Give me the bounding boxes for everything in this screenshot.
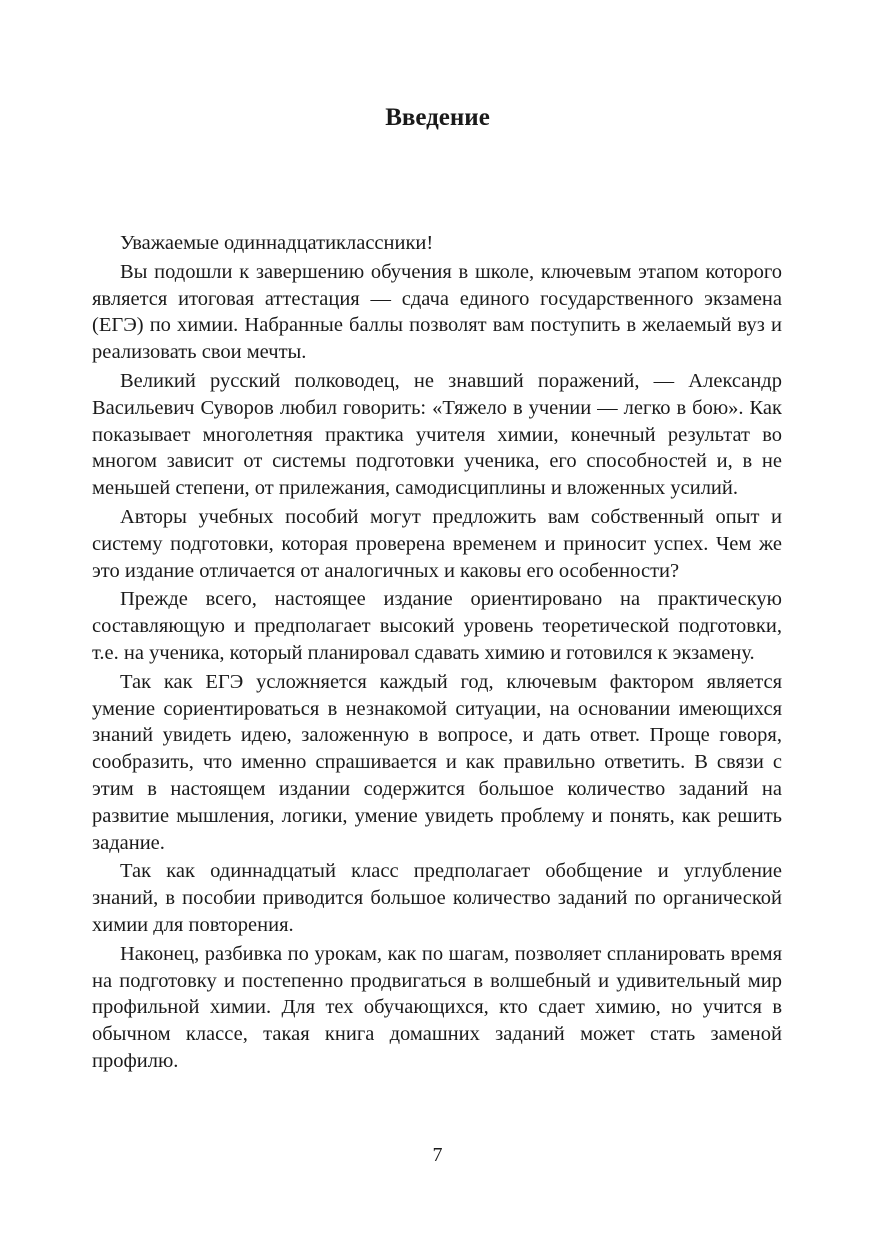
paragraph-greeting: Уважаемые одиннадцатиклассники!	[120, 232, 434, 254]
paragraph-suvorov-quote: Великий русский полководец, не знавший поражений, — Александр Васильевич Суворов любил говорить: «Тяжело в учении — легко в бою». Как показывает многолетняя практика учителя химии, конечный результат во многом зависит от системы подготовки ученика, его способностей и, в не меньшей степени, от прилежания, самодисциплины и вложенных усилий.	[92, 369, 782, 500]
page-title: Введение	[385, 104, 490, 131]
paragraph-practical-focus: Прежде всего, настоящее издание ориентировано на практическую составляющую и предполагает высокий уровень теоретической подготовки, т.е. на ученика, который планировал сдавать химию и готовился к экзамену.	[92, 588, 782, 664]
paragraph-lesson-plan: Наконец, разбивка по урокам, как по шагам, позволяет спланировать время на подготовку и постепенно продвигаться в волшебный и удивительный мир профильной химии. Для тех обучающихся, кто сдает химию, но учится в обычном классе, такая книга домашних заданий может стать заменой профилю.	[92, 942, 782, 1072]
page-number: 7	[432, 1144, 443, 1166]
paragraph-organic-chemistry: Так как одиннадцатый класс предполагает обобщение и углубление знаний, в пособии приводится большое количество заданий по органической химии для повторения.	[92, 860, 782, 936]
paragraph-exam-complexity: Так как ЕГЭ усложняется каждый год, ключевым фактором является умение сориентироваться в незнакомой ситуации, на основании имеющихся знаний увидеть идею, заложенную в вопросе, и дать ответ. Проще говоря, сообразить, что именно спрашивается и как правильно ответить. В связи с этим в настоящем издании содержится большое количество заданий на развитие мышления, логики, умение увидеть проблему и понять, как решить задание.	[92, 670, 782, 854]
paragraph-exam-intro: Вы подошли к завершению обучения в школе, ключевым этапом которого является итоговая аттестация — сдача единого государственного экзамена (ЕГЭ) по химии. Набранные баллы позволят вам поступить в желаемый вуз и реализовать свои мечты.	[92, 260, 782, 364]
body-text	[92, 230, 782, 1077]
paragraph-authors: Авторы учебных пособий могут предложить вам собственный опыт и систему подготовки, которая проверена временем и приносит успех. Чем же это издание отличается от аналогичных и каковы его особенности?	[92, 505, 782, 582]
